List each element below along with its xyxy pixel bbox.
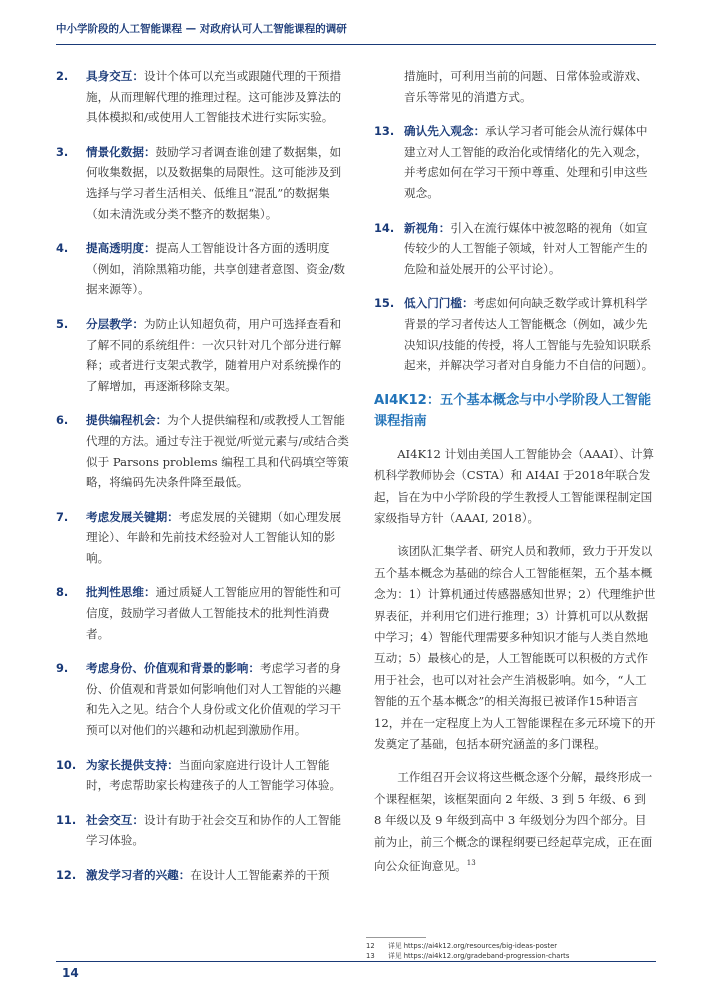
item-term: 考虑发展关键期： bbox=[86, 509, 179, 524]
footnote bbox=[366, 951, 666, 961]
item-text: 鼓励学习者调查谁创建了数据集，如何收集数据，以及数据集的局限性。这可能涉及到选择与学习者生活相关、低维且“混乱”的数据集（如未清洗或分类不整齐的数据集）。 bbox=[86, 144, 342, 221]
list-item bbox=[56, 582, 352, 644]
item-number: 3. bbox=[56, 144, 69, 159]
item-text: 当面向家庭进行设计人工智能时，考虑帮助家长构建孩子的人工智能学习体验。 bbox=[86, 757, 342, 793]
item-term: 低入门门槛： bbox=[404, 296, 474, 311]
left-column bbox=[56, 66, 352, 900]
section-heading: AI4K12：五个基本概念与中小学阶段人工智能课程指南 bbox=[374, 392, 652, 429]
item-text: 设计个体可以充当或跟随代理的干预措施，从而理解代理的推理过程。这可能涉及算法的具体模拟和/或使用人工智能技术进行实际实验。 bbox=[86, 69, 342, 125]
item-number: 5. bbox=[56, 316, 69, 331]
continued-item-text: 措施时，可利用当前的问题、日常体验或游戏、音乐等常见的消遣方式。 bbox=[404, 69, 648, 104]
item-term: 具身交互： bbox=[86, 69, 144, 83]
item-term: 考虑身份、价值观和背景的影响： bbox=[86, 661, 260, 676]
footnote-text: 详见 https://ai4k12.org/gradeband-progression-charts bbox=[388, 952, 570, 960]
item-text: 承认学习者可能会从流行媒体中建立对人工智能的政治化或情绪化的先入观念，并考虑如何在学习干预中尊重、处理和引申这些观念。 bbox=[404, 124, 648, 200]
list-item bbox=[56, 66, 352, 128]
footer-divider bbox=[56, 961, 656, 962]
footnote-ref: 13 bbox=[466, 859, 476, 868]
item-number: 13. bbox=[374, 124, 395, 139]
list-item bbox=[56, 658, 352, 740]
item-number: 2. bbox=[56, 69, 69, 83]
item-term: 新视角： bbox=[404, 220, 451, 235]
list-item bbox=[374, 218, 656, 280]
item-text: 为防止认知超负荷，用户可选择查看和了解不同的系统组件：一次只针对几个部分进行解释；或者进行支架式教学，随着用户对系统操作的了解增加，再逐渐移除支架。 bbox=[86, 316, 342, 393]
footnotes bbox=[366, 941, 666, 961]
list-item bbox=[374, 293, 656, 375]
item-term: 分层教学： bbox=[86, 316, 144, 331]
footnote-number: 13 bbox=[366, 952, 375, 960]
item-text: 考虑发展的关键期（如心理发展理论）、年龄和先前技术经验对人工智能认知的影响。 bbox=[86, 509, 342, 565]
item-term: 确认先入观念： bbox=[404, 124, 486, 139]
item-number: 10. bbox=[56, 757, 77, 772]
list-item bbox=[56, 410, 352, 492]
item-term: 激发学习者的兴趣： bbox=[86, 868, 191, 882]
item-term: 提高透明度： bbox=[86, 241, 156, 256]
item-term: 提供编程机会： bbox=[86, 413, 168, 428]
list-item bbox=[56, 865, 352, 886]
footnote-text: 详见 https://ai4k12.org/resources/big-ideas-poster bbox=[388, 942, 558, 950]
item-number: 14. bbox=[374, 220, 395, 235]
item-number: 4. bbox=[56, 241, 69, 256]
page-number: 14 bbox=[62, 966, 79, 980]
footnote-divider bbox=[366, 937, 426, 938]
list-item bbox=[56, 238, 352, 300]
item-text: 通过质疑人工智能应用的智能性和可信度，鼓励学习者做人工智能技术的批判性消费者。 bbox=[86, 585, 342, 641]
list-item bbox=[374, 121, 656, 203]
item-text: 为个人提供编程和/或教授人工智能代理的方法。通过专注于视觉/听觉元素与/或结合类似于 Parsons problems 编程工具和代码填空等策略，将编码先决条件降至最低。 bbox=[86, 413, 349, 490]
item-term: 社会交互： bbox=[86, 812, 144, 827]
item-term: 批判性思维： bbox=[86, 585, 156, 600]
right-column bbox=[374, 66, 656, 889]
item-text: 考虑如何向缺乏数学或计算机科学背景的学习者传达人工智能概念（例如，减少先决知识/技能的传授，将人工智能与先验知识联系起来，并解决学习者对自身能力不自信的问题）。 bbox=[404, 296, 654, 373]
item-number: 7. bbox=[56, 509, 69, 524]
item-number: 9. bbox=[56, 661, 69, 676]
item-text: 引入在流行媒体中被忽略的视角（如宣传较少的人工智能子领域，针对人工智能产生的危险和益处展开的公平讨论）。 bbox=[404, 220, 648, 276]
item-text: 设计有助于社会交互和协作的人工智能学习体验。 bbox=[86, 812, 342, 848]
item-text: 在设计人工智能素养的干预 bbox=[190, 868, 330, 882]
list-item bbox=[56, 507, 352, 569]
header-divider bbox=[56, 44, 656, 45]
item-text: 提高人工智能设计各方面的透明度（例如，消除黑箱功能，共享创建者意图、资金/数据来源等）。 bbox=[86, 241, 345, 297]
list-item bbox=[56, 810, 352, 851]
item-number: 15. bbox=[374, 296, 395, 311]
list-item bbox=[56, 314, 352, 396]
item-number: 8. bbox=[56, 585, 69, 600]
paragraph-text: 工作组召开会议将这些概念逐个分解，最终形成一个课程框架，该框架面向 2 年级、3 到 5 年级、6 到 8 年级以及 9 年级到高中 3 年级划分为四个部分。目前为止，前三个概念的课程纲要已经起草完成，正在面向公众征询意见。 bbox=[374, 770, 653, 873]
item-term: 情景化数据： bbox=[86, 144, 156, 159]
item-number: 11. bbox=[56, 812, 77, 827]
item-term: 为家长提供支持： bbox=[86, 757, 179, 772]
body-paragraph bbox=[374, 767, 656, 877]
item-number: 12. bbox=[56, 868, 77, 882]
footnote bbox=[366, 941, 666, 951]
item-number: 6. bbox=[56, 413, 69, 428]
running-header: 中小学阶段的人工智能课程 — 对政府认可人工智能课程的调研 bbox=[56, 23, 347, 35]
footnote-number: 12 bbox=[366, 942, 375, 950]
list-item bbox=[56, 142, 352, 224]
list-item bbox=[56, 755, 352, 796]
body-paragraph: AI4K12 计划由美国人工智能协会（AAAI）、计算机科学教师协会（CSTA）和 AI4AI 于2018年联合发起，旨在为中小学阶段的学生教授人工智能课程制定国家级指导方针（AAAI, 2018）。 bbox=[374, 446, 655, 525]
item-text: 考虑学习者的身份、价值观和背景如何影响他们对人工智能的兴趣和先入之见。结合个人身份或文化价值观的学习干预可以对他们的兴趣和动机起到激励作用。 bbox=[86, 661, 342, 738]
body-paragraph: 该团队汇集学者、研究人员和教师，致力于开发以五个基本概念为基础的综合人工智能框架，五个基本概念为：1）计算机通过传感器感知世界；2）代理维护世界表征，并利用它们进行推理；3）计算机可以从数据中学习；4）智能代理需要多种知识才能与人类自然地互动；5）最核心的是，人工智能既可以积极的方式作用于社会，也可以对社会产生消极影响。如今，“人工智能的五个基本概念”的相关海报已被译作15种语言12，并在一定程度上为人工智能课程在多元环境下的开发奠定了基础，包括本研究涵盖的多门课程。 bbox=[374, 544, 656, 751]
